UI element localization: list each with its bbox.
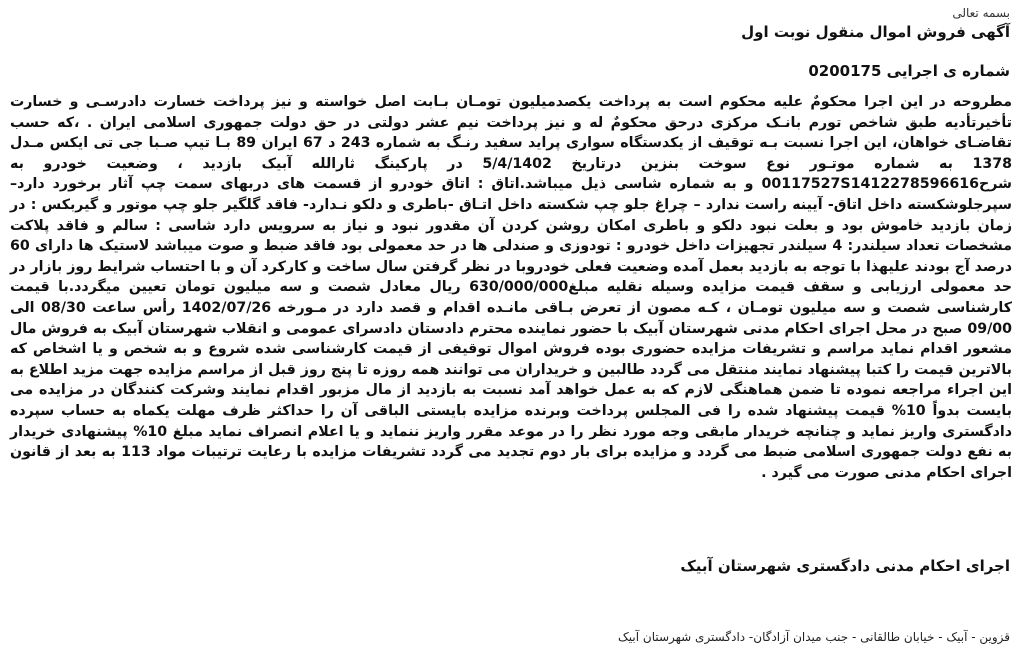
case-number: شماره ی اجرایی 0200175 <box>808 62 1010 80</box>
issuer-address: قزوین - آبیک - خیابان طالقانی - جنب میدان آزادگان- دادگستری شهرستان آبیک <box>618 630 1010 644</box>
notice-title: آگهی فروش اموال منقول نوبت اول <box>741 23 1010 41</box>
bismillah-heading: بسمه تعالی <box>952 6 1010 20</box>
notice-body: مطروحه در این اجرا محکومٌ علیه محکوم است به پرداخت یکصدمیلیون تومـان بـابت اصل خواسته و نیز پرداخت خسارت دادرسـی و خسارت تأخیرتأدیه طبق شاخص تورم بانـک مرکزی درحق محکومٌ له و نیز پرداخت نیم عشر دولتی در حق دولت جمهوری اسلامی ایران . ،که حسب تقاضـای خواهان، این اجرا نسبت بـه توقیف از یکدستگاه سواری پراید سفید رنـگ به شماره 243 د 67 ایران 89 بـا تیپ صـبا جی تی ایکس مـدل 1378 به شماره موتـور نوع سوخت بنزین درتاریخ 5/4/1402 در پارکینگ ثارالله آبیک بازدید ، وضعیت خودرو به شرح00117527S1412278596616 و به شماره شاسی ذیل میباشد.اتاق : اتاق خودرو از قسمت های دربهای سمت چپ آثار برخورد دارد– سپرجلوشکسته داخل اتاق- آیینه راست ندارد – چراغ جلو چپ شکسته داخل اتـاق -باطری و دلکو نـدارد- فاقد گلگیر جلو چپ موتور و گیربکس : در زمان بازدید خاموش بود و بعلت نبود دلکو و باطری امکان روشن کردن آن مقدور نبود و نیاز به سرویس دارد شاسی : سالم و فاقد پلاکت مشخصات تعداد سیلندر: 4 سیلندر تجهیزات داخل خودرو : تودوزی و صندلی ها در حد معمولی بود فاقد ضبط و صوت میباشد لاستیک ها دارای 60 درصد آج بودند علیهذا با توجه به بازدید بعمل آمده وضعیت فعلی خودروبا در نظر گرفتن سال ساخت و کارکرد آن و با احتساب شرایط روز بازار در حد معمولی ارزیابی و سقف قیمت مزایده وسیله نقلیه مبلغ630/000/000 ریال معادل شصت و سه میلیون تومان تعیین میگردد.با قیمت کارشناسی شصت و سه میلیون تومـان ، کـه مصون از تعرض بـاقی مانـده اقدام و قصد دارد در مـورخه 1402/07/26 رأس ساعت 08/30 الی 09/00 صبح در محل اجرای احکام مدنی شهرستان آبیک با حضور نماینده محترم دادستان دادسرای عمومی و انقلاب شهرستان آبیک به فروش مال مشعور اقدام نماید مراسم و تشریفات مزایده حضوری بوده فروش اموال توقیفی از قیمت کارشناسی شده شروع و به شخص و یا اشخاص که بالاترین قیمت را کتبا پیشنهاد نمایند منتقل می گردد طالبین و خریداران می توانند همه روزه تا پنج روز قبل از مراسم مزایده جهت مزید اطلاع به این اجراء مراجعه نموده تا ضمن هماهنگی لازم که به عمل خواهد آمد نسبت به بازدید از مال مزبور اقدام نمایند وشرکت کنندگان در مزایده می بایست بدواً 10% قیمت پیشنهاد شده را فی المجلس پرداخت وبرنده مزایده بایستی الباقی آن را حداکثر ظرف مهلت یکماه به حساب سپرده دادگستری واریز نماید و چنانچه خریدار مابقی وجه مورد نظر را در موعد مقرر واریز ننماید و یا اعلام انصراف نماید مبلغ 10% پیشنهادی خریدار به نفع دولت جمهوری اسلامی ضبط می گردد و مزایده برای بار دوم تجدید می گردد تشریفات مزایده با رعایت ترتیبات مواد 113 به بعد از قانون اجرای احکام مدنی صورت می گیرد . <box>10 94 1012 481</box>
issuer-signature: اجرای احکام مدنی دادگستری شهرستان آبیک <box>680 557 1010 575</box>
